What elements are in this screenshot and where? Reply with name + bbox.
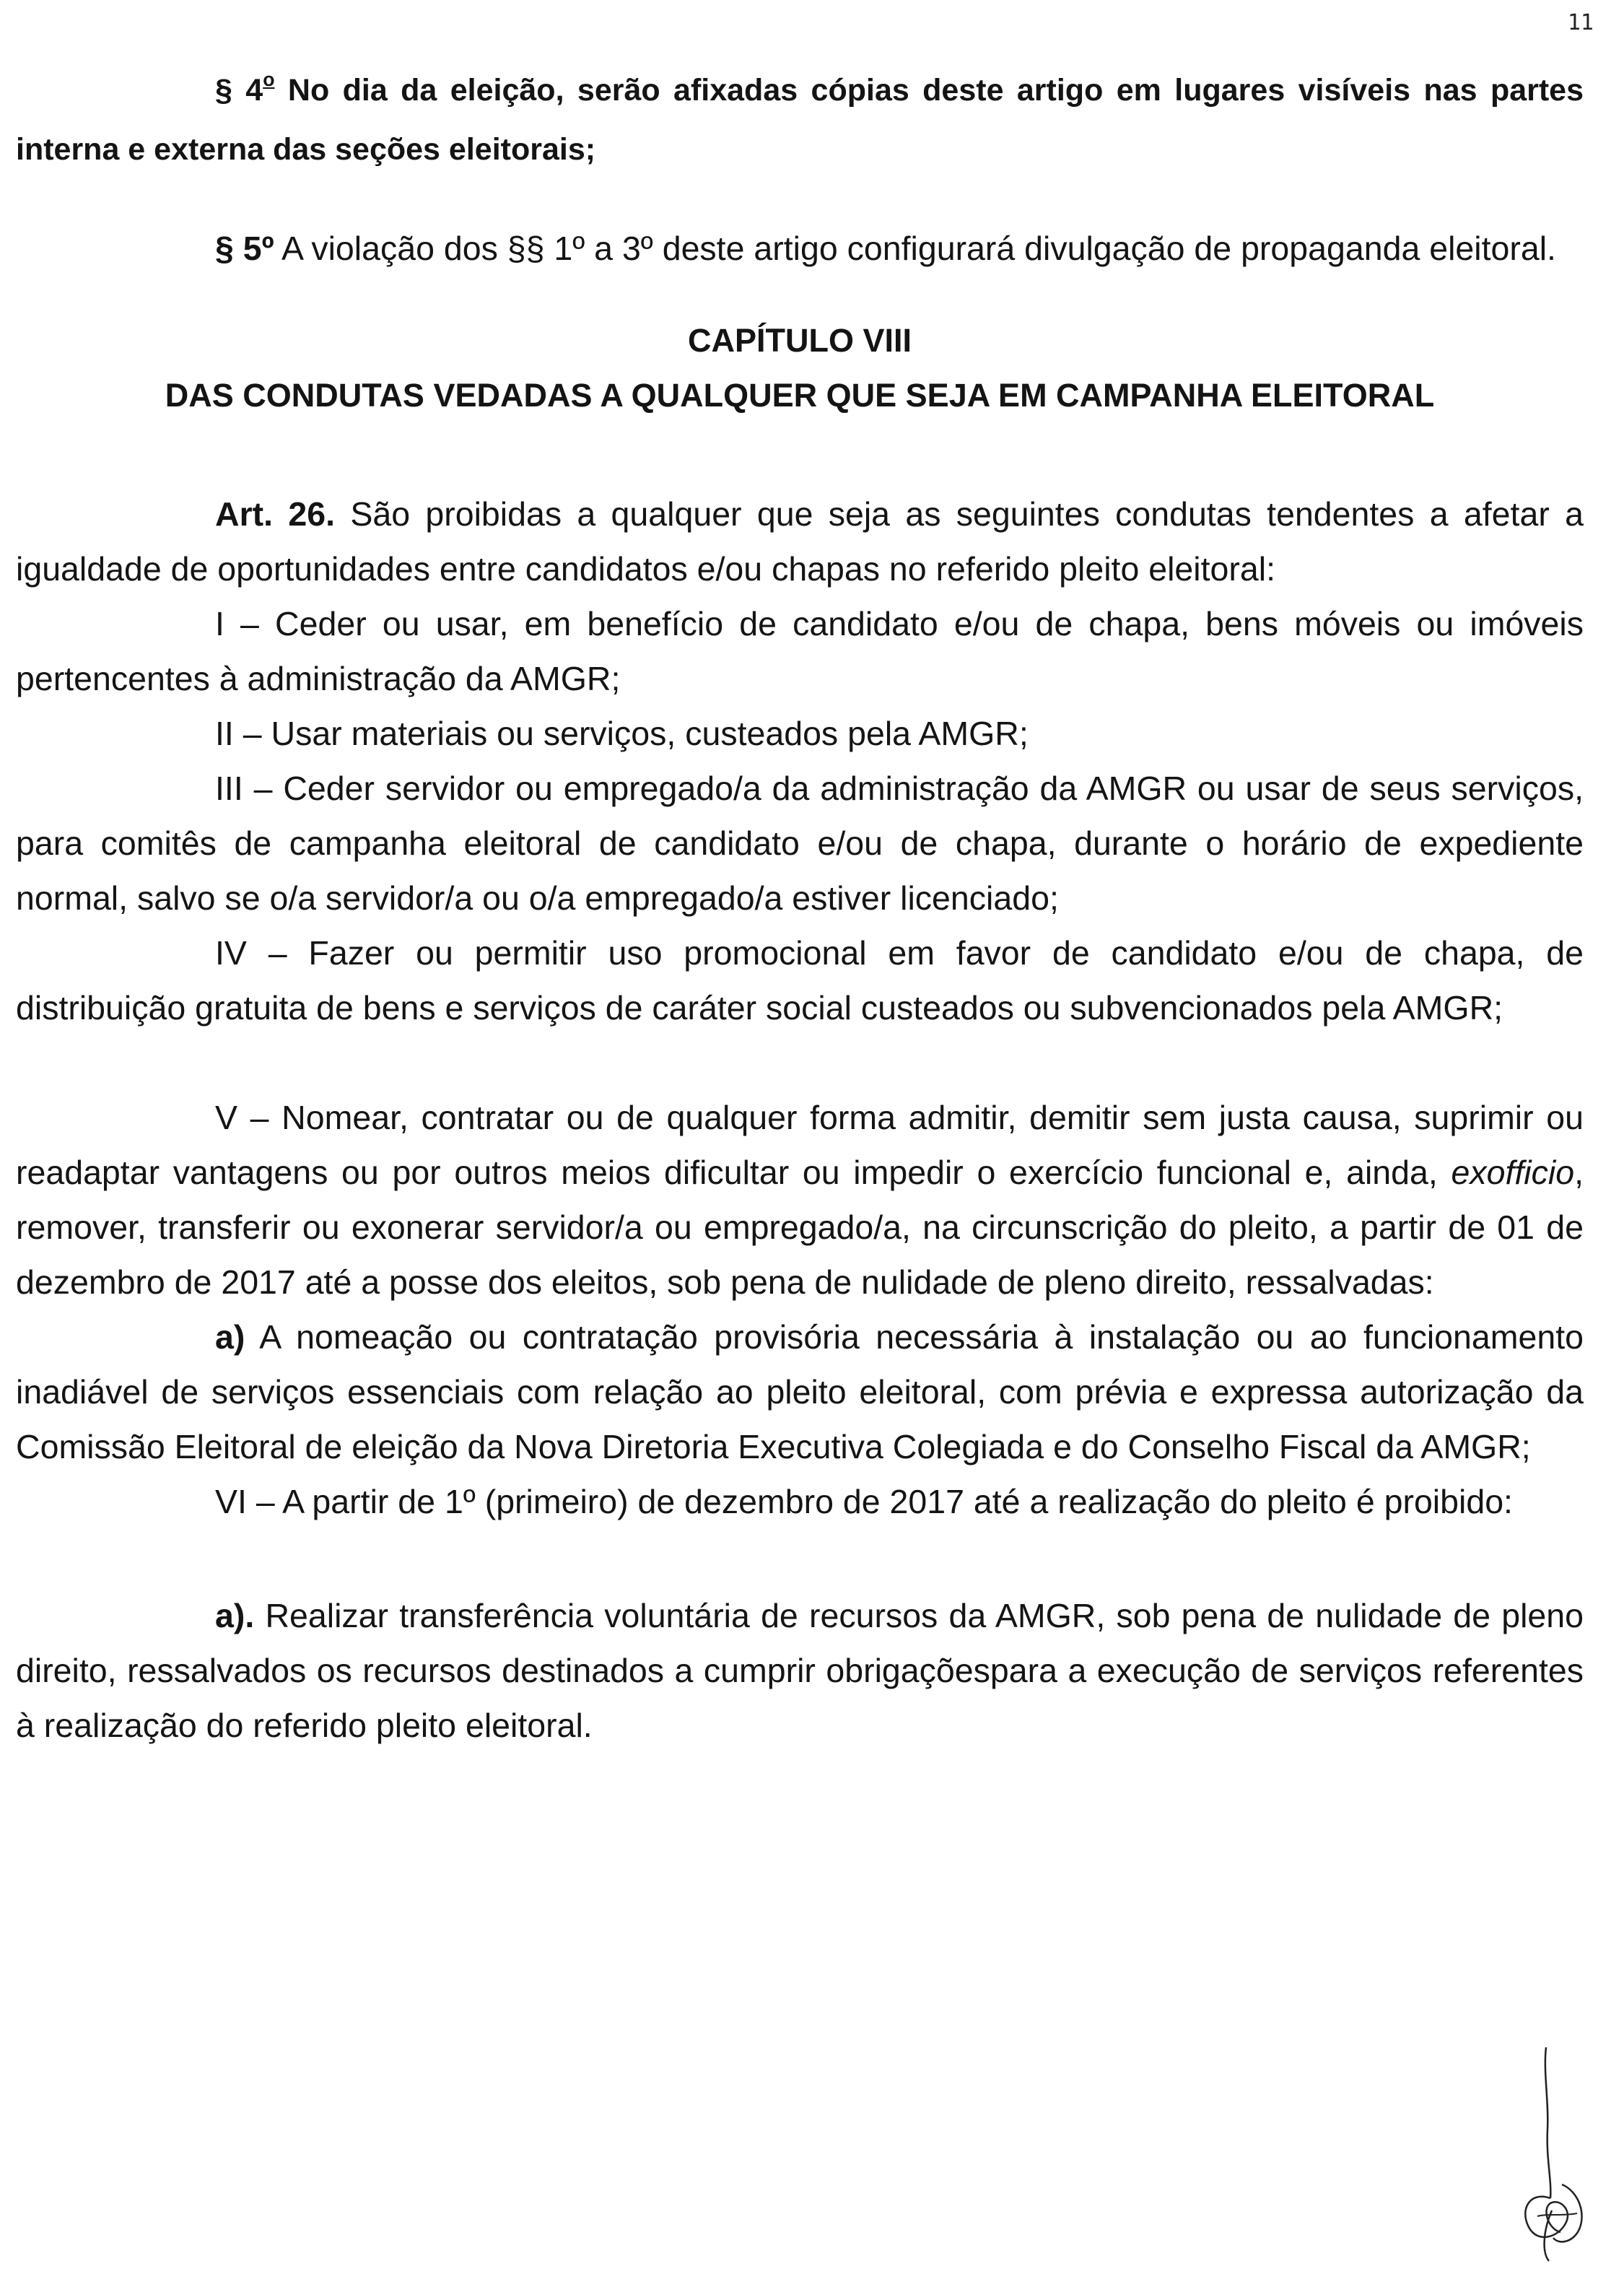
sec4-ordinal: o xyxy=(263,69,275,91)
chapter-number: CAPÍTULO VIII xyxy=(687,322,912,359)
item-iv: IV – Fazer ou permitir uso promocional em favor de candidato e/ou de chapa, de distribuição gratuita de bens e serviços de caráter social custeados ou subvencionados pela AMGR; xyxy=(16,934,1584,1027)
item-vi-a-label: a). xyxy=(215,1597,255,1634)
item-ii: II – Usar materiais ou serviços, custeados pela AMGR; xyxy=(215,715,1029,752)
chapter-title: DAS CONDUTAS VEDADAS A QUALQUER QUE SEJA EM CAMPANHA ELEITORAL xyxy=(165,377,1435,414)
paragraph-sec4 xyxy=(16,61,1584,179)
item-vi-a-text: Realizar transferência voluntária de recursos da AMGR, sob pena de nulidade de pleno direito, ressalvados os recursos destinados a cumprir obrigaçõespara a execução de serviços referentes à realização do referido pleito eleitoral. xyxy=(16,1597,1584,1744)
item-v-a-label: a) xyxy=(215,1318,245,1356)
item-v-text-1: V – Nomear, contratar ou de qualquer forma admitir, demitir sem justa causa, suprimir ou readaptar vantagens ou por outros meios dificultar ou impedir o exercício funcional e, ainda, xyxy=(16,1099,1584,1191)
paragraph-art26 xyxy=(16,487,1584,596)
art26-label: Art. 26. xyxy=(215,495,336,533)
item-vi: VI – A partir de 1º (primeiro) de dezembro de 2017 até a realização do pleito é proibido: xyxy=(215,1483,1513,1520)
sec4-text: No dia da eleição, serão afixadas cópias deste artigo em lugares visíveis nas partes interna e externa das seções eleitorais; xyxy=(16,73,1584,167)
art26-text: São proibidas a qualquer que seja as seguintes condutas tendentes a afetar a igualdade de oportunidades entre candidatos e/ou chapas no referido pleito eleitoral: xyxy=(16,495,1584,588)
paragraph-sec5 xyxy=(16,221,1584,276)
document-body xyxy=(16,61,1584,1753)
item-vi-a xyxy=(16,1588,1584,1753)
handwritten-signature xyxy=(1509,2043,1595,2267)
item-v-italic: exofficio xyxy=(1451,1154,1575,1191)
item-v-text-2: , remover, transferir ou exonerar servidor/a ou empregado/a, na circunscrição do pleito, a partir de 01 de dezembro de 2017 até a posse dos eleitos, sob pena de nulidade de pleno direito, ressalvadas: xyxy=(16,1154,1584,1301)
item-v xyxy=(16,1090,1584,1310)
sec5-text: A violação dos §§ 1º a 3º deste artigo configurará divulgação de propaganda eleitoral. xyxy=(274,230,1556,267)
item-v-a xyxy=(16,1310,1584,1474)
item-i: I – Ceder ou usar, em benefício de candidato e/ou de chapa, bens móveis ou imóveis pertencentes à administração da AMGR; xyxy=(16,605,1584,697)
item-iii: III – Ceder servidor ou empregado/a da administração da AMGR ou usar de seus serviços, para comitês de campanha eleitoral de candidato e/ou de chapa, durante o horário de expediente normal, salvo se o/a servidor/a ou o/a empregado/a estiver licenciado; xyxy=(16,770,1584,917)
sec5-mark: § 5º xyxy=(215,230,274,267)
page-number: 11 xyxy=(1567,10,1594,35)
item-v-a-text: A nomeação ou contratação provisória necessária à instalação ou ao funcionamento inadiável de serviços essenciais com relação ao pleito eleitoral, com prévia e expressa autorização da Comissão Eleitoral de eleição da Nova Diretoria Executiva Colegiada e do Conselho Fiscal da AMGR; xyxy=(16,1318,1584,1465)
sec4-mark: § 4 xyxy=(215,73,263,108)
